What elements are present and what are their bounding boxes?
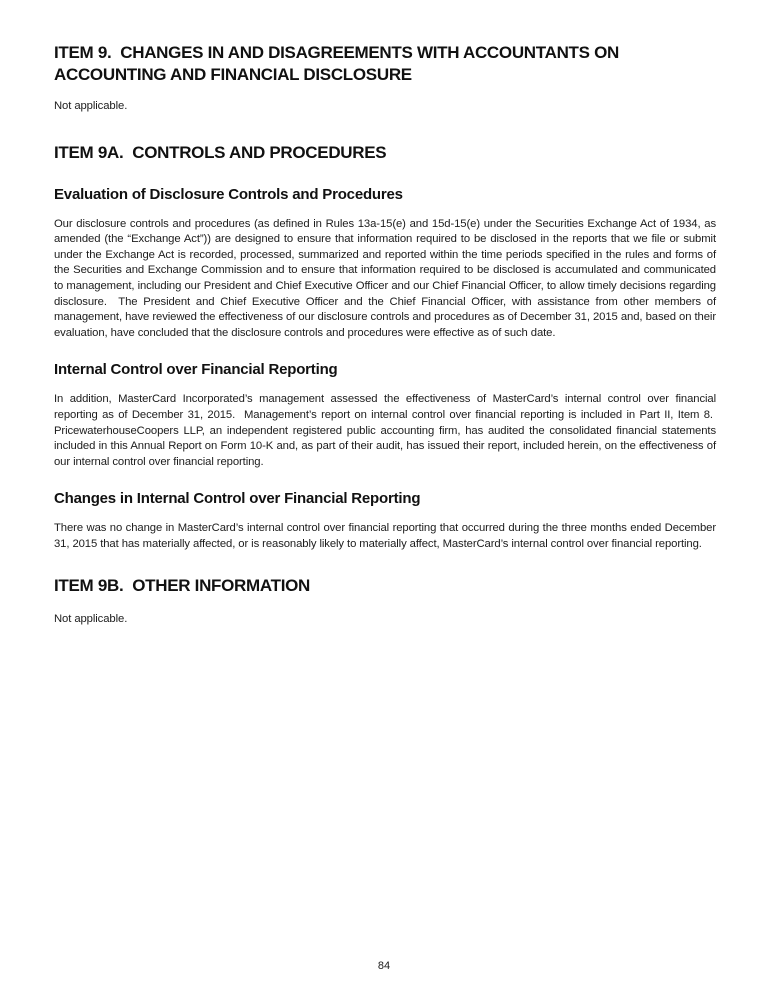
- evaluation-of-disclosure-controls-subheading: Evaluation of Disclosure Controls and Procedures: [54, 185, 403, 203]
- item9a-heading: ITEM 9A. CONTROLS AND PROCEDURES: [54, 142, 387, 162]
- changes-in-internal-control-paragraph: There was no change in MasterCard’s internal control over financial reporting that occurred during the three months ended December 31, 2015 that has materially affected, or is reasonably likely to materially affect, MasterCard’s internal control over financial reporting.: [54, 522, 716, 550]
- internal-control-subheading: Internal Control over Financial Reporting: [54, 361, 338, 379]
- item9b-heading: ITEM 9B. OTHER INFORMATION: [54, 575, 311, 595]
- item9b-not-applicable-text: Not applicable.: [54, 612, 128, 625]
- item9-heading: ITEM 9. CHANGES IN AND DISAGREEMENTS WITH ACCOUNTANTS ON ACCOUNTING AND FINANCIAL DISCLOSURE: [54, 43, 620, 84]
- page-number: 84: [377, 960, 391, 972]
- changes-in-internal-control-subheading: Changes in Internal Control over Financial Reporting: [54, 490, 421, 508]
- item9-not-applicable-text: Not applicable.: [54, 100, 128, 112]
- internal-control-paragraph: In addition, MasterCard Incorporated’s management assessed the effectiveness of MasterCard’s internal control over financial reporting as of December 31, 2015. Management’s report on internal control over financial reporting is included in Part II, Item 8. PricewaterhouseCoopers LLP, an independent registered public accounting firm, has audited the consolidated financial statements included in this Annual Report on Form 10-K and, as part of their audit, has issued their report, included herein, on the effectiveness of our internal control over financial reporting.: [54, 393, 716, 468]
- evaluation-of-disclosure-controls-paragraph: Our disclosure controls and procedures (as defined in Rules 13a-15(e) and 15d-15(e) under the Securities Exchange Act of 1934, as amended (the “Exchange Act”)) are designed to ensure that information required to be disclosed in the reports that we file or submit under the Exchange Act is recorded, processed, summarized and reported within the time periods specified in the rules and forms of the Securities and Exchange Commission and to ensure that information required to be disclosed is accumulated and communicated to management, including our President and Chief Executive Officer and our Chief Financial Officer, to allow timely decisions regarding disclosure. The President and Chief Executive Officer and the Chief Financial Officer, with assistance from other members of management, have reviewed the effectiveness of our disclosure controls and procedures as of December 31, 2015 and, based on their evaluation, have concluded that the disclosure controls and procedures were effective as of such date.: [54, 217, 716, 339]
